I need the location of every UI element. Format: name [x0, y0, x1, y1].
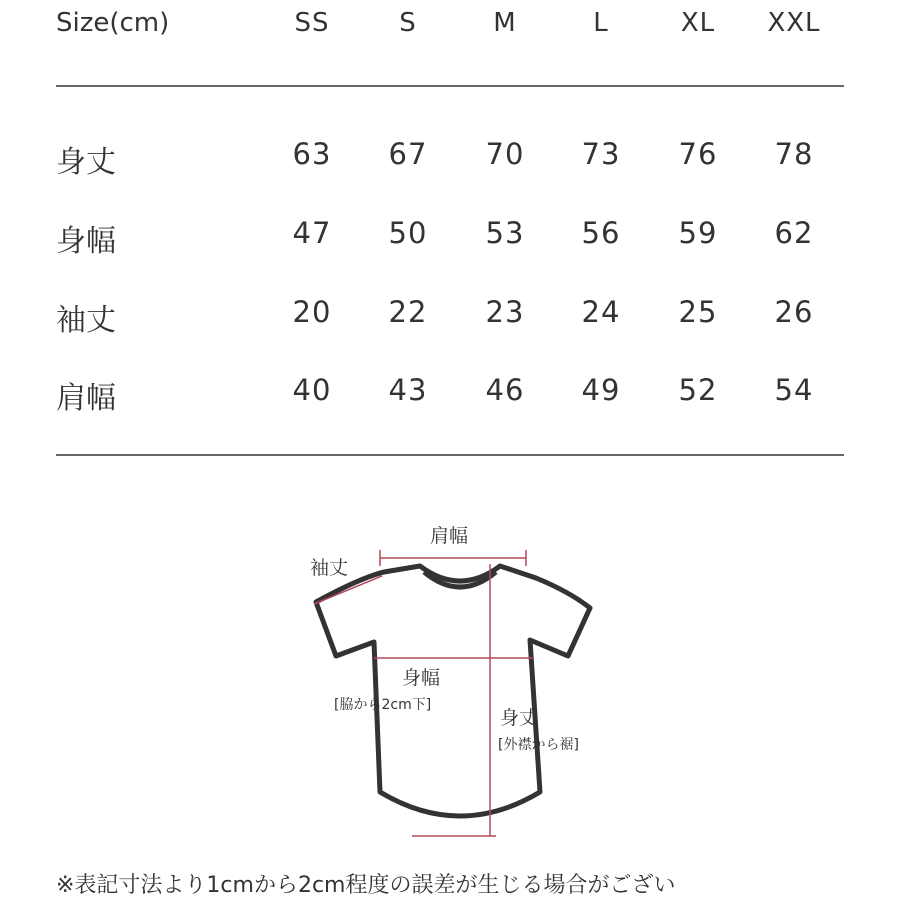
table-cell: 40: [292, 373, 332, 407]
table-cell: 78: [774, 137, 814, 171]
shoulder-label: 肩幅: [430, 525, 469, 547]
table-cell: 20: [292, 295, 332, 329]
header-label: Size(cm): [56, 8, 170, 38]
table-cell: 70: [485, 137, 525, 171]
sleeve-label: 袖丈: [310, 557, 349, 579]
table-bottom-divider: [56, 454, 844, 456]
header-size-l: L: [593, 8, 609, 38]
header-size-m: M: [493, 8, 517, 38]
shoulder-measure-line: [380, 550, 526, 566]
body-length-note: [外襟から裾]: [498, 737, 579, 753]
row-label: 肩幅: [56, 381, 116, 416]
tshirt-outline: [316, 566, 590, 816]
table-cell: 23: [485, 295, 525, 329]
row-label: 身丈: [56, 145, 116, 180]
header-size-ss: SS: [294, 8, 330, 38]
row-label: 袖丈: [56, 303, 116, 338]
table-cell: 63: [292, 137, 332, 171]
table-cell: 49: [581, 373, 621, 407]
table-cell: 73: [581, 137, 621, 171]
table-row: [56, 216, 844, 276]
header-size-xl: XL: [680, 8, 716, 38]
table-cell: 26: [774, 295, 814, 329]
table-cell: 56: [581, 216, 621, 250]
table-row: [56, 137, 844, 197]
table-cell: 25: [678, 295, 718, 329]
table-cell: 67: [388, 137, 428, 171]
table-cell: 47: [292, 216, 332, 250]
sleeve-measure-line: [314, 576, 382, 604]
header-size-xxl: XXL: [767, 8, 821, 38]
table-cell: 22: [388, 295, 428, 329]
header-size-s: S: [399, 8, 417, 38]
table-header-row: [56, 8, 844, 68]
table-cell: 43: [388, 373, 428, 407]
table-cell: 53: [485, 216, 525, 250]
table-cell: 50: [388, 216, 428, 250]
body-length-label: 身丈: [500, 707, 539, 729]
table-cell: 59: [678, 216, 718, 250]
table-row: [56, 295, 844, 355]
body-width-note: [脇から2cm下]: [334, 697, 432, 713]
table-cell: 62: [774, 216, 814, 250]
header-divider: [56, 85, 844, 87]
table-cell: 46: [485, 373, 525, 407]
table-cell: 24: [581, 295, 621, 329]
row-label: 身幅: [56, 224, 116, 259]
table-cell: 76: [678, 137, 718, 171]
table-row: [56, 373, 844, 433]
table-cell: 52: [678, 373, 718, 407]
measurement-footnote: ※表記寸法より1cmから2cm程度の誤差が生じる場合がござい: [56, 873, 676, 898]
body-width-label: 身幅: [402, 667, 441, 689]
tshirt-measurement-diagram: [300, 520, 620, 845]
table-cell: 54: [774, 373, 814, 407]
